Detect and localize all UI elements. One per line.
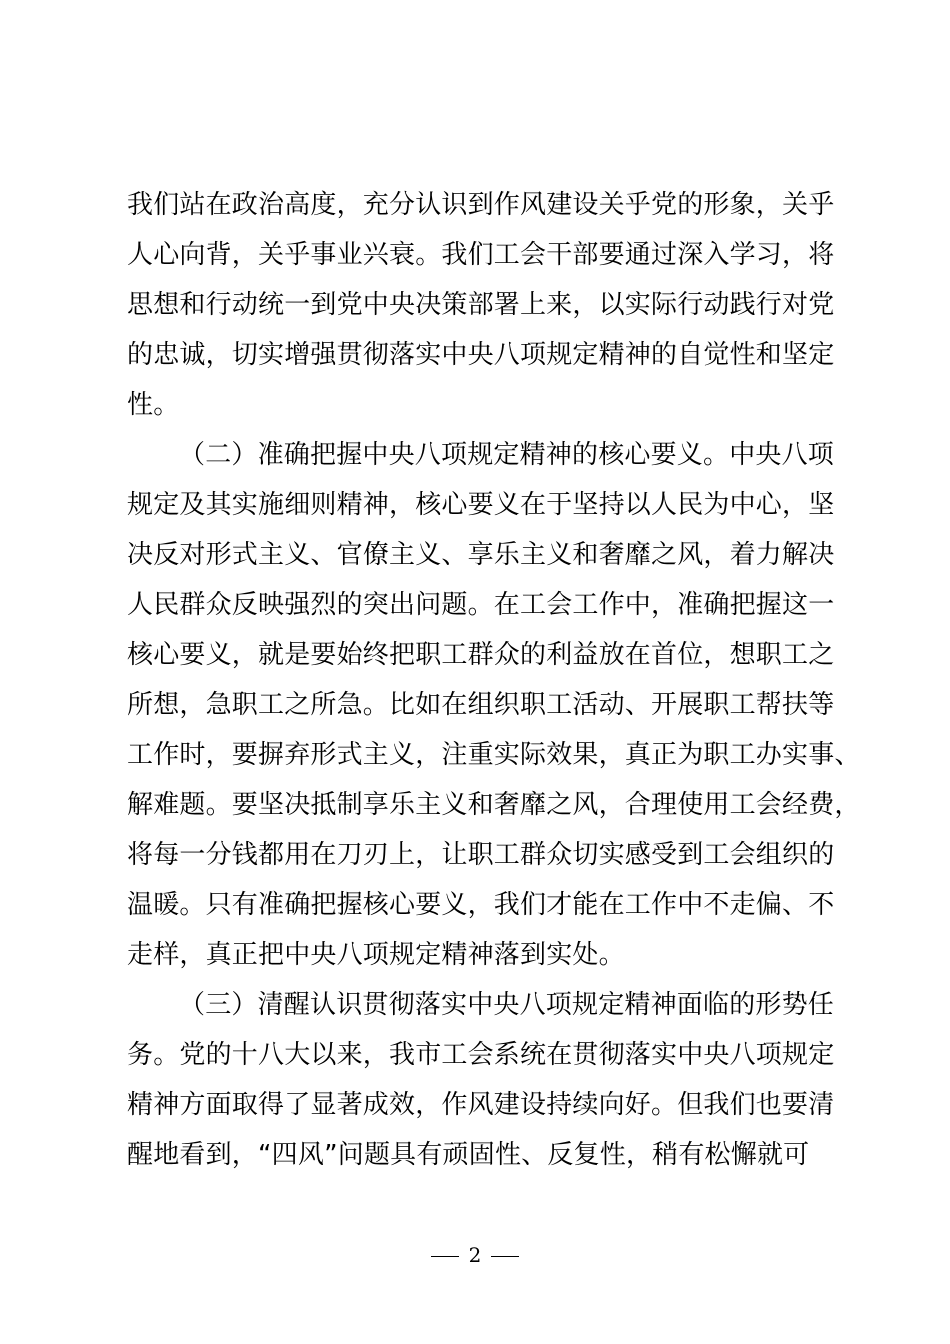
- section-heading-line: （二）准确把握中央八项规定精神的核心要义。中央八项: [179, 440, 835, 470]
- text-line: 我们站在政治高度，充分认识到作风建设关乎党的形象，关乎: [127, 190, 835, 220]
- text-line: 规定及其实施细则精神，核心要义在于坚持以人民为中心，坚: [127, 490, 835, 520]
- footer-dash-right: [491, 1256, 519, 1257]
- footer-dash-left: [431, 1256, 459, 1257]
- page-number: 2: [468, 1243, 482, 1267]
- text-line: 醒地看到，“四风”问题具有顽固性、反复性，稍有松懈就可: [127, 1140, 810, 1170]
- text-line: 的忠诚，切实增强贯彻落实中央八项规定精神的自觉性和坚定: [127, 340, 835, 370]
- text-line: 精神方面取得了显著成效，作风建设持续向好。但我们也要清: [127, 1090, 835, 1120]
- section-heading-line: （三）清醒认识贯彻落实中央八项规定精神面临的形势任: [179, 990, 835, 1020]
- text-line: 解难题。要坚决抵制享乐主义和奢靡之风，合理使用工会经费，: [127, 790, 861, 820]
- page-footer: [0, 1240, 950, 1270]
- text-line: 核心要义，就是要始终把职工群众的利益放在首位，想职工之: [127, 640, 835, 670]
- text-line: 将每一分钱都用在刀刃上，让职工群众切实感受到工会组织的: [127, 840, 835, 870]
- text-line: 温暖。只有准确把握核心要义，我们才能在工作中不走偏、不: [127, 890, 835, 920]
- text-line: 思想和行动统一到党中央决策部署上来，以实际行动践行对党: [127, 290, 835, 320]
- text-line: 走样，真正把中央八项规定精神落到实处。: [127, 940, 625, 970]
- text-line: 人民群众反映强烈的突出问题。在工会工作中，准确把握这一: [127, 590, 835, 620]
- text-line: 决反对形式主义、官僚主义、享乐主义和奢靡之风，着力解决: [127, 540, 835, 570]
- text-line: 性。: [127, 390, 180, 420]
- text-line: 工作时，要摒弃形式主义，注重实际效果，真正为职工办实事、: [127, 740, 861, 770]
- text-line: 人心向背，关乎事业兴衰。我们工会干部要通过深入学习，将: [127, 240, 835, 270]
- body-text: [127, 180, 861, 1180]
- text-line: 务。党的十八大以来，我市工会系统在贯彻落实中央八项规定: [127, 1040, 835, 1070]
- text-line: 所想，急职工之所急。比如在组织职工活动、开展职工帮扶等: [127, 690, 835, 720]
